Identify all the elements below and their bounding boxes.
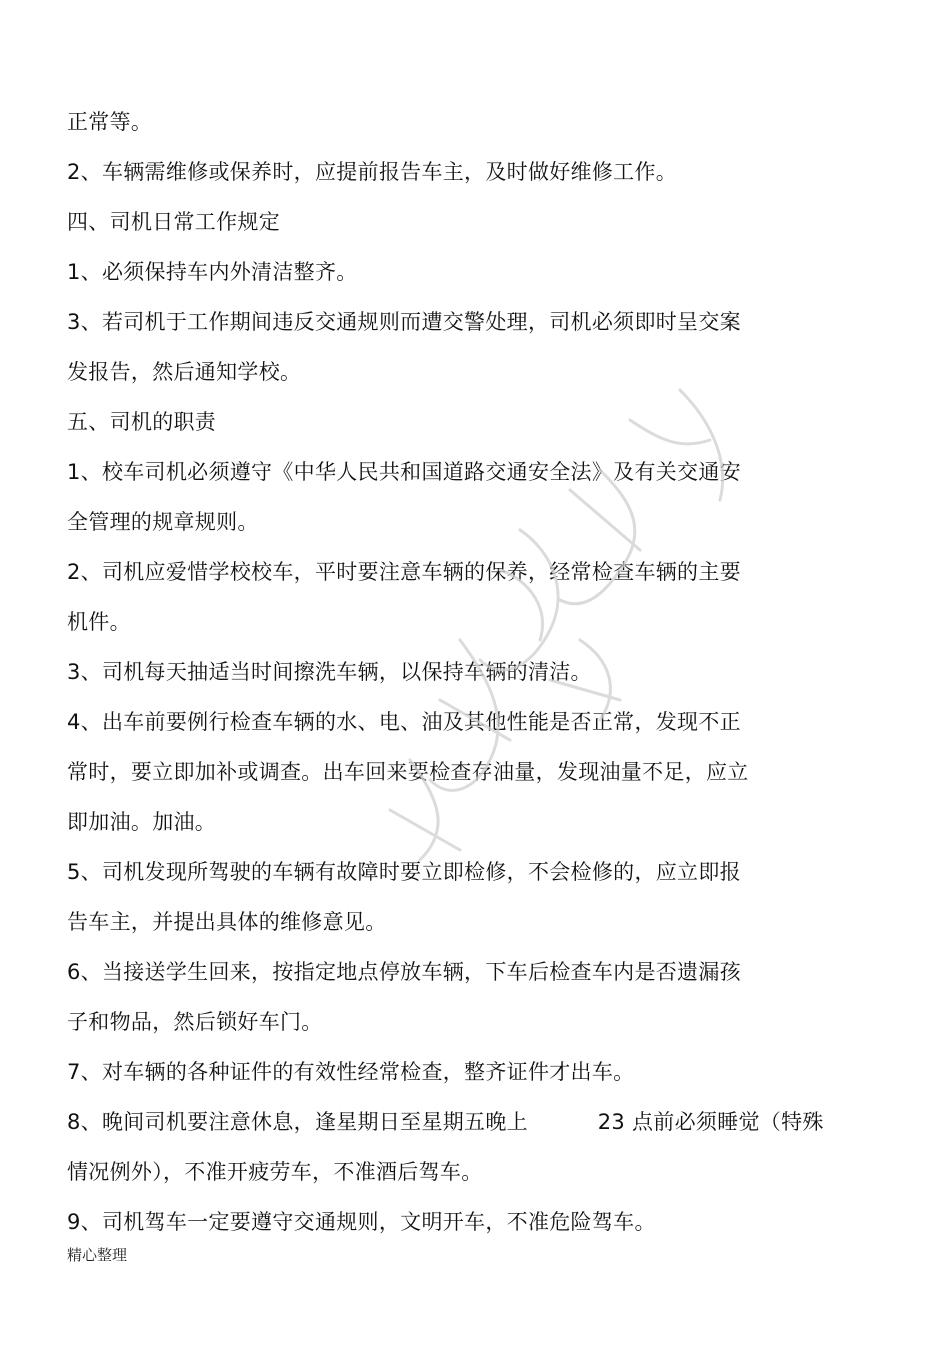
text-line: 常时，要立即加补或调查。出车回来要检查存油量，发现油量不足，应立 xyxy=(67,760,749,784)
section-heading: 四、司机日常工作规定 xyxy=(67,210,280,234)
text-line: 3、若司机于工作期间违反交通规则而遭交警处理，司机必须即时呈交案 xyxy=(67,310,741,334)
text-line: 1、校车司机必须遵守《中华人民共和国道路交通安全法》及有关交通安 xyxy=(67,460,741,484)
handwritten-watermark-signature-icon xyxy=(380,380,760,880)
text-line: 6、当接送学生回来，按指定地点停放车辆，下车后检查车内是否遗漏孩 xyxy=(67,960,741,984)
text-line: 4、出车前要例行检查车辆的水、电、油及其他性能是否正常，发现不正 xyxy=(67,710,741,734)
text-line: 即加油。加油。 xyxy=(67,810,217,834)
text-line: 子和物品，然后锁好车门。 xyxy=(67,1010,323,1034)
text-line: 8、晚间司机要注意休息，逢星期日至星期五晚上 23 点前必须睡觉（特殊 xyxy=(67,1110,824,1134)
page-footer: 精心整理 xyxy=(67,1246,128,1264)
section-heading: 五、司机的职责 xyxy=(67,410,217,434)
text-line: 情况例外），不准开疲劳车，不准酒后驾车。 xyxy=(67,1160,483,1184)
text-line: 2、车辆需维修或保养时，应提前报告车主，及时做好维修工作。 xyxy=(67,160,678,184)
text-line: 全管理的规章规则。 xyxy=(67,510,259,534)
text-line: 1、必须保持车内外清洁整齐。 xyxy=(67,260,358,284)
text-line: 5、司机发现所驾驶的车辆有故障时要立即检修，不会检修的，应立即报 xyxy=(67,860,741,884)
text-line: 正常等。 xyxy=(67,110,153,134)
text-line: 3、司机每天抽适当时间擦洗车辆，以保持车辆的清洁。 xyxy=(67,660,592,684)
text-line: 告车主，并提出具体的维修意见。 xyxy=(67,910,387,934)
text-line: 机件。 xyxy=(67,610,131,634)
text-line: 7、对车辆的各种证件的有效性经常检查，整齐证件才出车。 xyxy=(67,1060,635,1084)
text-line: 发报告，然后通知学校。 xyxy=(67,360,302,384)
text-line: 9、司机驾车一定要遵守交通规则，文明开车，不准危险驾车。 xyxy=(67,1210,656,1234)
text-line: 2、司机应爱惜学校校车，平时要注意车辆的保养，经常检查车辆的主要 xyxy=(67,560,741,584)
